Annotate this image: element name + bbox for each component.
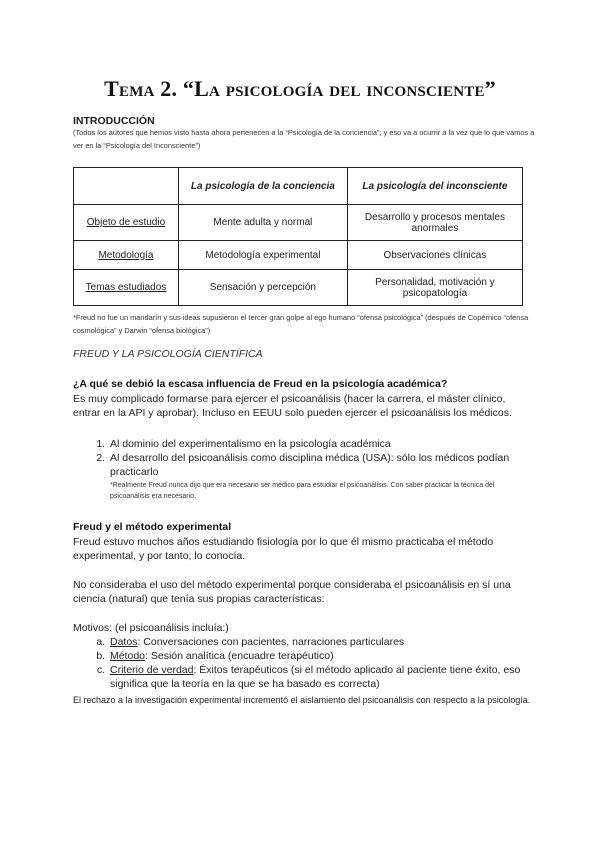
table-header-inconsciente: La psicología del inconsciente: [347, 168, 522, 205]
closing-paragraph: El rechazo a la investigación experimental incrementó el aislamiento del psicoanálisis con respecto a la psicología.: [73, 695, 531, 705]
row-label: Objeto de estudio: [74, 205, 179, 241]
motive-term: Criterio de verdad: [110, 664, 194, 676]
table-row: [74, 241, 523, 270]
table-cell: Metodología experimental: [178, 241, 347, 270]
list-item: [108, 649, 533, 663]
list-item: [108, 635, 533, 649]
freud-footnote: *Freud no fue un mandarín y sus ideas supusieron el tercer gran golpe al ego humano “ofensa psicológica” (después de Copérnico “ofensa cosmológica” y Darwin “ofensa biológica”): [73, 313, 529, 335]
comparison-table: [73, 167, 523, 306]
section-heading-freud-science: FREUD Y LA PSICOLOGÍA CIENTÍFICA: [73, 348, 263, 360]
table-cell: Sensación y percepción: [178, 270, 347, 306]
motive-text: : Conversaciones con pacientes, narraciones particulares: [137, 636, 405, 648]
table-header-empty: [74, 168, 179, 205]
table-cell: Observaciones clínicas: [347, 241, 522, 270]
motive-text: : Éxitos terapéuticos (si el método aplicado al paciente tiene éxito, eso significa que la teoría en la que se ha basado es correcta): [110, 664, 521, 690]
table-row: [74, 205, 523, 241]
list-item: [108, 437, 533, 451]
motive-term: Datos: [110, 636, 138, 648]
influence-list: [73, 437, 533, 502]
row-label: Metodología: [74, 241, 179, 270]
introduction-heading: INTRODUCCIÓN: [73, 115, 155, 127]
motive-text: : Sesión analítica (encuadre terapéutico): [145, 650, 334, 662]
influence-paragraph: Es muy complicado formarse para ejercer el psicoanálisis (hacer la carrera, el máster clínico, entrar en la API y aprobar). Incluso en EEUU solo pueden ejercer el psicoanálisis los médicos.: [73, 393, 512, 419]
experimental-heading: Freud y el método experimental: [73, 521, 232, 533]
table-cell: Personalidad, motivación y psicopatología: [347, 270, 522, 306]
motives-list: [73, 635, 533, 691]
table-row: [74, 270, 523, 306]
document-title: Tema 2. “La psicología del inconsciente”: [104, 76, 496, 101]
list-item-footnote: *Realmente Freud nunca dijo que era necesario ser médico para estudiar el psicoanálisis. Con saber practicar la técnica del psicoanálisis era necesario.: [110, 482, 495, 500]
row-label: Temas estudiados: [74, 270, 179, 306]
table-header-row: [74, 168, 523, 205]
experimental-paragraph-1: Freud estuvo muchos años estudiando fisiología por lo que él mismo practicaba el método experimental, y por tanto, lo conocía.: [73, 536, 494, 562]
list-item: [108, 451, 533, 502]
list-item-text: Al dominio del experimentalismo en la psicología académica: [110, 438, 391, 450]
table-cell: Mente adulta y normal: [178, 205, 347, 241]
list-item-text: Al desarrollo del psicoanálisis como disciplina médica (USA): sólo los médicos podían practicarlo: [110, 452, 510, 478]
list-item: [108, 663, 533, 691]
introduction-note: (Todos los autores que hemos visto hasta ahora pertenecen a la “Psicología de la conciencia”; y eso va a ocurrir a la vez que lo que vamos a ver en la “Psicología del Inconsciente”): [73, 128, 535, 150]
table-cell: Desarrollo y procesos mentales anormales: [347, 205, 522, 241]
motive-term: Método: [110, 650, 146, 662]
motives-intro: Motivos: (el psicoanálisis incluía:): [73, 622, 229, 634]
influence-question-heading: ¿A qué se debió la escasa influencia de Freud en la psicología académica?: [73, 378, 448, 390]
table-header-conciencia: La psicología de la conciencia: [178, 168, 347, 205]
experimental-paragraph-2: No consideraba el uso del método experimental porque consideraba el psicoanálisis en sí una ciencia (natural) que tenía sus propias características:: [73, 579, 511, 605]
